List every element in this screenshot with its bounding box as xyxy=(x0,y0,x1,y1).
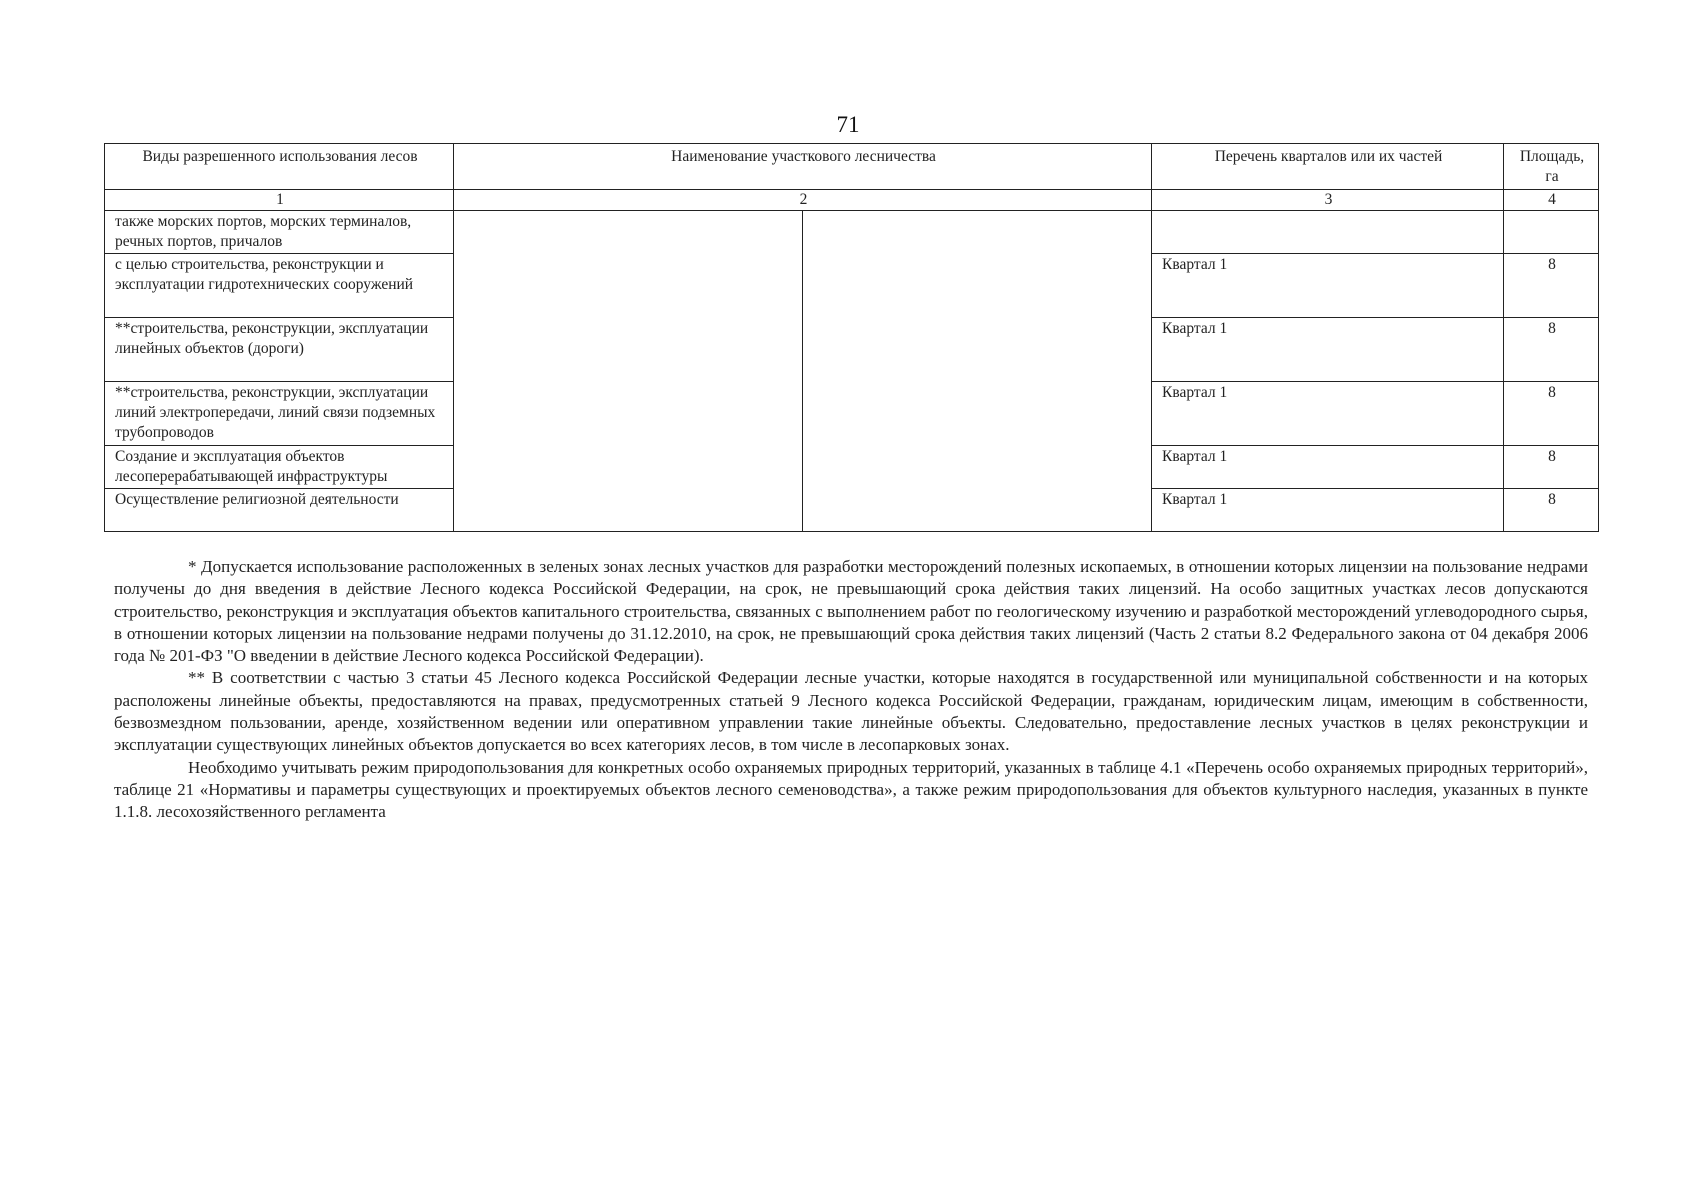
cell-area: 8 xyxy=(1504,489,1599,532)
column-number: 2 xyxy=(454,190,1152,211)
cell-forestry-empty xyxy=(454,489,803,532)
cell-forestry-empty xyxy=(803,211,1152,254)
cell-forestry-empty xyxy=(803,254,1152,318)
cell-use-type: также морских портов, морских терминалов, речных портов, причалов xyxy=(105,211,454,254)
cell-forestry-empty xyxy=(803,446,1152,489)
cell-area: 8 xyxy=(1504,446,1599,489)
table-row xyxy=(105,382,1599,446)
column-number: 3 xyxy=(1152,190,1504,211)
table-row xyxy=(105,211,1599,254)
cell-area: 8 xyxy=(1504,254,1599,318)
table-row xyxy=(105,318,1599,382)
cell-forestry-empty xyxy=(454,446,803,489)
header-quarters: Перечень кварталов или их частей xyxy=(1152,144,1504,190)
cell-quarters: Квартал 1 xyxy=(1152,318,1504,382)
table-row xyxy=(105,489,1599,532)
cell-forestry-empty xyxy=(803,318,1152,382)
cell-use-type: с целью строительства, реконструкции и эксплуатации гидротехнических сооружений xyxy=(105,254,454,318)
cell-area xyxy=(1504,211,1599,254)
column-number-row xyxy=(105,190,1599,211)
column-number: 4 xyxy=(1504,190,1599,211)
note-nature-regime: Необходимо учитывать режим природопользования для конкретных особо охраняемых природных территорий, указанных в таблице 4.1 «Перечень особо охраняемых природных территорий», таблице 21 «Нормативы и параметры существующих и проектируемых объектов лесного семеноводства», а также режим природопользования для объектов культурного наследия, указанных в пункте 1.1.8. лесохозяйственного регламента xyxy=(114,757,1588,822)
cell-quarters xyxy=(1152,211,1504,254)
table-row xyxy=(105,446,1599,489)
cell-quarters: Квартал 1 xyxy=(1152,254,1504,318)
table-row xyxy=(105,254,1599,318)
column-number: 1 xyxy=(105,190,454,211)
cell-quarters: Квартал 1 xyxy=(1152,489,1504,532)
cell-use-type: Осуществление религиозной деятельности xyxy=(105,489,454,532)
cell-forestry-empty xyxy=(454,254,803,318)
cell-forestry-empty xyxy=(454,211,803,254)
cell-area: 8 xyxy=(1504,382,1599,446)
footnotes xyxy=(114,556,1588,824)
cell-quarters: Квартал 1 xyxy=(1152,382,1504,446)
cell-forestry-empty xyxy=(803,489,1152,532)
cell-quarters: Квартал 1 xyxy=(1152,446,1504,489)
footnote-single-asterisk: * Допускается использование расположенных в зеленых зонах лесных участков для разработки месторождений полезных ископаемых, в отношении которых лицензии на пользование недрами получены до дня введения в действие Лесного кодекса Российской Федерации, на срок, не превышающий срока действия таких лицензий. На особо защитных участках лесов допускаются строительство, реконструкция и эксплуатация объектов капитального строительства, связанных с выполнением работ по геологическому изучению и разработкой месторождений углеводородного сырья, в отношении которых лицензии на пользование недрами получены до 31.12.2010, на срок, не превышающий срока действия таких лицензий (Часть 2 статьи 8.2 Федерального закона от 04 декабря 2006 года № 201-ФЗ "О введении в действие Лесного кодекса Российской Федерации). xyxy=(114,557,1588,666)
table-header-row xyxy=(105,144,1599,190)
cell-forestry-empty xyxy=(803,382,1152,446)
cell-use-type: **строительства, реконструкции, эксплуатации линейных объектов (дороги) xyxy=(105,318,454,382)
cell-use-type: **строительства, реконструкции, эксплуатации линий электропередачи, линий связи подземных трубопроводов xyxy=(105,382,454,446)
header-forestry-name: Наименование участкового лесничества xyxy=(454,144,1152,190)
cell-forestry-empty xyxy=(454,382,803,446)
cell-forestry-empty xyxy=(454,318,803,382)
footnote-double-asterisk: ** В соответствии с частью 3 статьи 45 Лесного кодекса Российской Федерации лесные участки, которые находятся в государственной или муниципальной собственности и на которых расположены линейные объекты, предоставляются на правах, предусмотренных статьей 9 Лесного кодекса Российской Федерации, гражданам, юридическим лицам, имеющим в собственности, безвозмездном пользовании, аренде, хозяйственном ведении или оперативном управлении такие линейные объекты. Следовательно, предоставление лесных участков в целях реконструкции и эксплуатации существующих линейных объектов допускается во всех категориях лесов, в том числе в лесопарковых зонах. xyxy=(114,668,1588,755)
forest-use-table xyxy=(104,143,1599,532)
cell-use-type: Создание и эксплуатация объектов лесоперерабатывающей инфраструктуры xyxy=(105,446,454,489)
header-use-type: Виды разрешенного использования лесов xyxy=(105,144,454,190)
cell-area: 8 xyxy=(1504,318,1599,382)
header-area: Площадь, га xyxy=(1504,144,1599,190)
page-number: 71 xyxy=(836,112,860,137)
